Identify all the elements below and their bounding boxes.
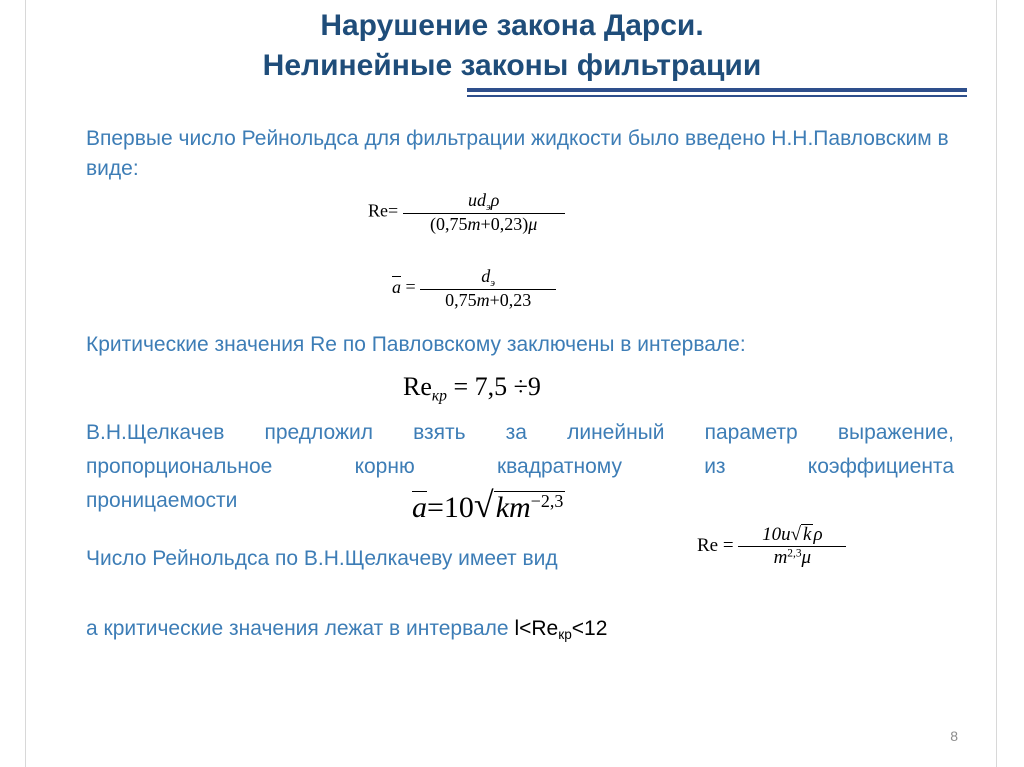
var-mu: μ <box>528 213 538 234</box>
formula-re-critical <box>403 372 541 405</box>
var-km: km <box>495 491 531 524</box>
var-re: Re <box>403 372 432 401</box>
page-number: 8 <box>950 728 958 744</box>
sub-e: э <box>485 200 491 213</box>
var-d: d <box>476 190 486 210</box>
formula-lhs: Re = <box>697 534 734 556</box>
formula-re-shchelkachev <box>697 524 846 569</box>
var-d: d <box>481 266 491 286</box>
term-10u: 10u <box>762 524 791 545</box>
var-m: m <box>467 213 481 234</box>
var-m: m <box>476 289 490 310</box>
formula-fraction <box>420 266 556 311</box>
paragraph-pavlovsky-intro: Впервые число Рейнольдса для фильтрации жидкости было введено Н.Н.Павловским в виде: <box>86 127 949 180</box>
radicand <box>494 491 566 523</box>
formula-fraction <box>403 190 565 235</box>
interval-sub-kr: кр <box>558 627 572 643</box>
var-rho: ρ <box>813 524 823 545</box>
sqrt-icon: √ <box>790 524 802 545</box>
exponent: −2,3 <box>530 491 564 512</box>
sub-kr: кр <box>431 387 447 405</box>
var-a-bar: a <box>392 276 401 297</box>
paragraph-shchelkachev-line-2: пропорциональное корню квадратному из коэффициента <box>86 455 954 478</box>
slide-title <box>0 6 1024 86</box>
formula-equals: = <box>405 276 416 297</box>
formula-rhs: = 7,5 ÷9 <box>453 372 541 401</box>
title-rule-thin <box>467 95 967 97</box>
var-m: m <box>773 547 788 568</box>
title-line-2: Нелинейные законы фильтрации <box>262 49 762 82</box>
sqrt-icon: √ <box>473 485 494 525</box>
formula-equals-ten: =10 <box>427 491 474 524</box>
formula-a-pavlovsky <box>392 266 556 311</box>
var-a-bar: a <box>412 491 427 524</box>
title-rule-thick <box>467 88 967 92</box>
formula-re-lhs: Re <box>368 200 388 221</box>
exponent: 2,3 <box>787 547 802 560</box>
paragraph-re-shchelkachev: Число Рейнольдса по В.Н.Щелкачеву имеет вид <box>86 547 558 570</box>
interval-text: а критические значения лежат в интервале <box>86 617 515 640</box>
formula-equals: = <box>388 200 399 221</box>
den-rest: +0,23) <box>480 213 529 234</box>
paragraph-shchelkachev-line-3: проницаемости <box>86 489 238 512</box>
formula-a-shchelkachev <box>412 484 565 526</box>
paragraph-shchelkachev-line-1: В.Н.Щелкачев предложил взять за линейный параметр выражение, <box>86 421 954 444</box>
var-u: u <box>467 190 477 210</box>
den-part: 0,75 <box>445 289 477 310</box>
var-rho: ρ <box>490 190 500 210</box>
den-rest: +0,23 <box>489 289 532 310</box>
formula-re-pavlovsky <box>368 190 565 235</box>
paragraph-critical-interval <box>86 614 954 650</box>
interval-lower: l<Re <box>514 617 559 640</box>
var-mu: μ <box>801 547 812 568</box>
title-line-1: Нарушение закона Дарси. <box>320 9 704 42</box>
paragraph-critical-pavlovsky: Критические значения Re по Павловскому заключены в интервале: <box>86 333 746 356</box>
den-part: (0,75 <box>430 213 468 234</box>
sub-e: э <box>490 276 496 289</box>
formula-fraction <box>738 524 846 569</box>
var-k: k <box>803 524 812 545</box>
interval-upper: <12 <box>571 617 608 640</box>
